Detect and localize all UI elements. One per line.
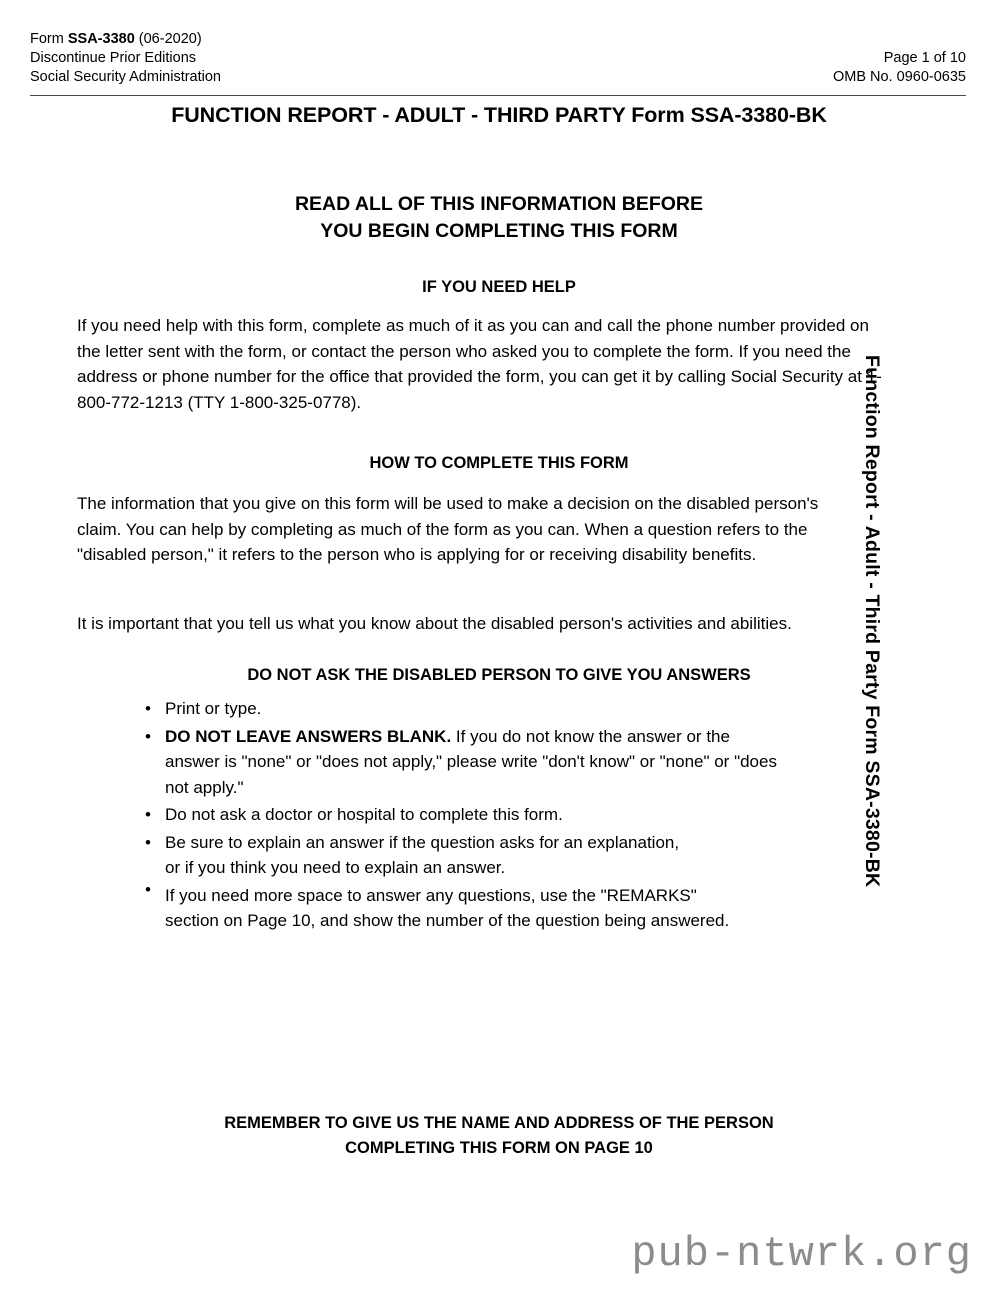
list-item-line: section on Page 10, and show the number of the question being answered.	[165, 911, 730, 930]
how-to-complete-paragraph: The information that you give on this form will be used to make a decision on the disabled person's claim. You can help by completing as much of the form as you can. When a question refers to the "disabled person," it refers to the person who is applying for or receiving disability benefits.	[77, 494, 819, 564]
list-item-line: or if you think you need to explain an answer.	[165, 858, 506, 877]
list-item	[143, 802, 903, 828]
list-item-line: DO NOT LEAVE ANSWERS BLANK. If you do not know the answer or the	[165, 726, 730, 746]
list-item-emphasis: DO NOT LEAVE ANSWERS BLANK.	[165, 726, 452, 746]
if-you-need-help-heading: IF YOU NEED HELP	[422, 278, 576, 296]
do-not-ask-heading: DO NOT ASK THE DISABLED PERSON TO GIVE YOU ANSWERS	[247, 666, 751, 684]
bullet-dot-icon: •	[145, 805, 151, 824]
page-indicator: Page 1 of 10	[883, 50, 966, 66]
form-number: SSA-3380	[67, 31, 135, 47]
header-row-3	[30, 68, 966, 87]
list-item-line: Be sure to explain an answer if the question asks for an explanation,	[165, 832, 680, 852]
list-item-line: If you need more space to answer any questions, use the "REMARKS"	[165, 885, 697, 905]
how-to-complete-heading: HOW TO COMPLETE THIS FORM	[369, 454, 629, 472]
omb-number: OMB No. 0960-0635	[833, 69, 966, 85]
form-label: Form	[30, 31, 68, 47]
header-divider	[30, 95, 966, 96]
agency-name: Social Security Administration	[30, 69, 221, 85]
bullet-dot-icon: •	[145, 699, 151, 718]
bullet-dot-icon: •	[145, 879, 151, 899]
watermark: pub-ntwrk.org	[631, 1230, 972, 1278]
list-item	[143, 724, 903, 801]
bullet-dot-icon: •	[145, 832, 151, 852]
discontinue-prior-editions: Discontinue Prior Editions	[30, 50, 197, 66]
important-paragraph: It is important that you tell us what you know about the disabled person's activities and abilities.	[77, 614, 792, 633]
remember-notice	[0, 1111, 998, 1161]
document-header	[30, 30, 966, 87]
header-row-1	[30, 30, 966, 49]
vertical-side-title: Function Report - Adult - Third Party Form SSA-3380-BK	[861, 355, 883, 888]
read-all-heading	[0, 191, 998, 245]
read-all-line-2: YOU BEGIN COMPLETING THIS FORM	[320, 220, 678, 242]
list-item	[143, 879, 903, 934]
read-all-line-1: READ ALL OF THIS INFORMATION BEFORE	[294, 193, 704, 215]
list-item-line: not apply."	[165, 777, 244, 797]
bullet-dot-icon: •	[145, 726, 151, 746]
list-item-line: Do not ask a doctor or hospital to complete this form.	[165, 805, 563, 824]
remember-line-2: COMPLETING THIS FORM ON PAGE 10	[345, 1139, 653, 1157]
form-date: (06-2020)	[134, 31, 202, 47]
header-row-2	[30, 49, 966, 68]
list-item	[143, 830, 903, 881]
list-item-line: answer is "none" or "does not apply," please write "don't know" or "none" or "does	[165, 752, 777, 771]
remember-line-1: REMEMBER TO GIVE US THE NAME AND ADDRESS OF THE PERSON	[224, 1114, 774, 1132]
page-title: FUNCTION REPORT - ADULT - THIRD PARTY Form SSA-3380-BK	[171, 103, 827, 127]
list-item	[143, 696, 903, 722]
list-item-line: Print or type.	[165, 699, 262, 718]
form-number-line	[30, 30, 202, 49]
instructions-bullet-list	[143, 696, 903, 936]
if-you-need-help-paragraph: If you need help with this form, complete as much of it as you can and call the phone number provided on the letter sent with the form, or contact the person who asked you to complete the form. If you need the address or phone number for the office that provided the form, you can get it by calling Social Security at 1-800-772-1213 (TTY 1-800-325-0778).	[77, 316, 882, 412]
